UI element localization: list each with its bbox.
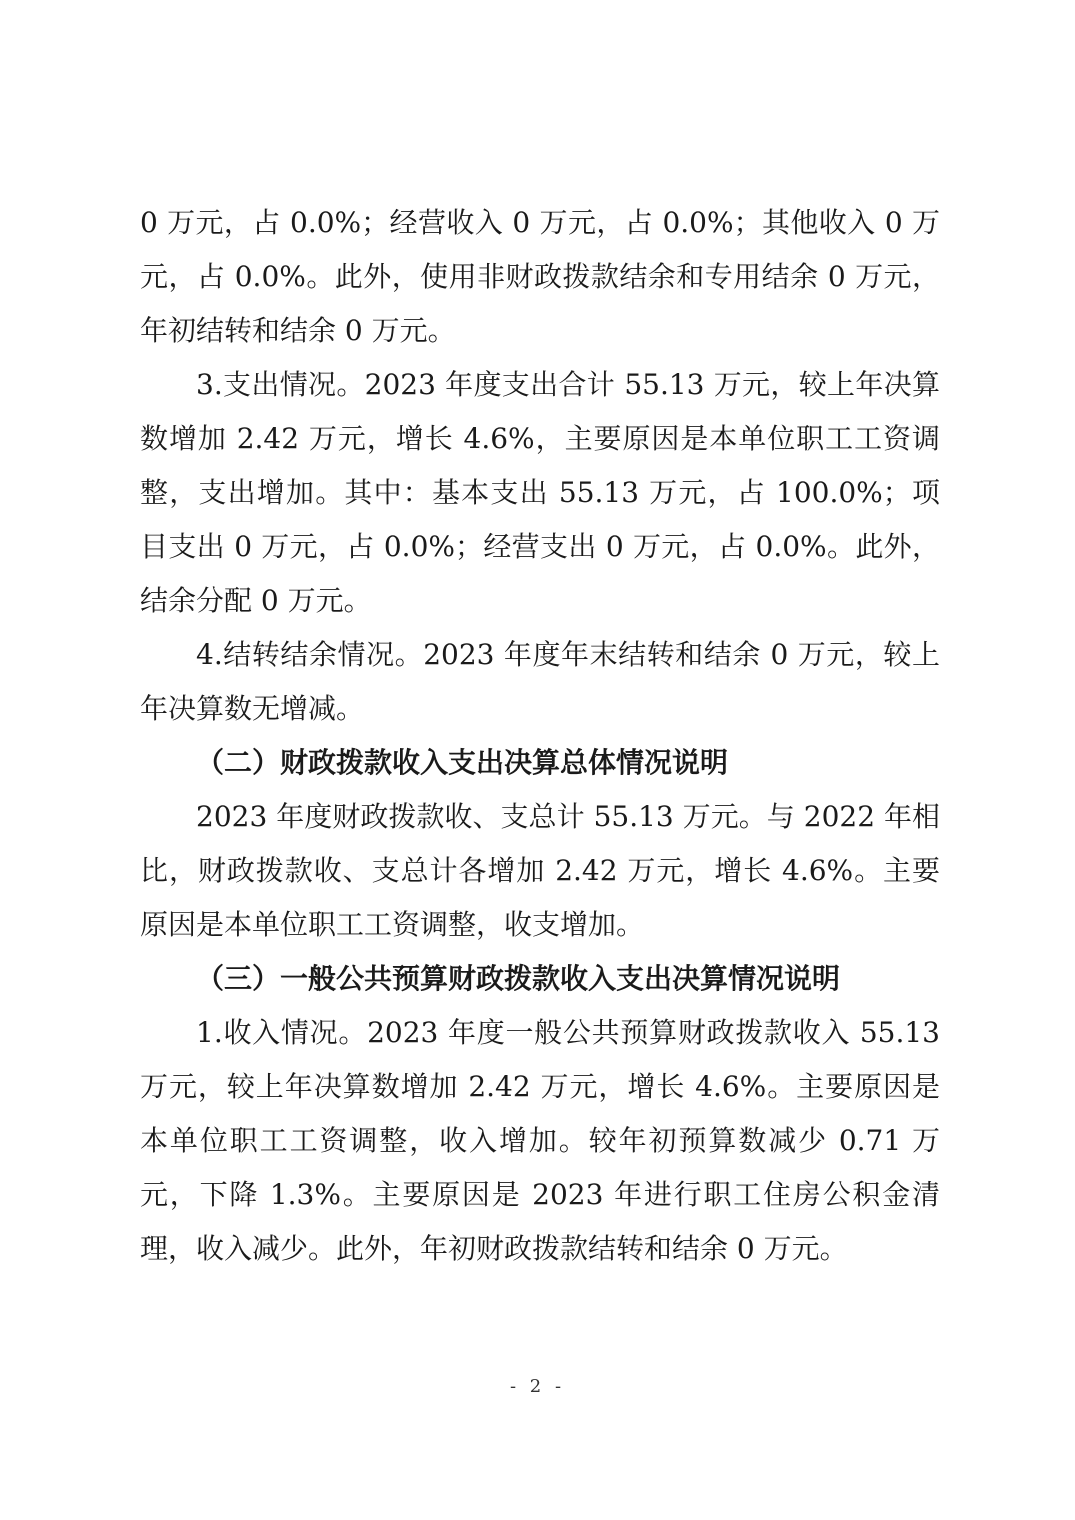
paragraph-fiscal-total: 2023 年度财政拨款收、支总计 55.13 万元。与 2022 年相比，财政拨款收、支总计各增加 2.42 万元，增长 4.6%。主要原因是本单位职工工资调整，收支增加。 xyxy=(140,800,940,941)
paragraph-expenditure: 3.支出情况。2023 年度支出合计 55.13 万元，较上年决算数增加 2.42 万元，增长 4.6%，主要原因是本单位职工工资调整，支出增加。其中：基本支出 55.13 万元，占 100.0%；项目支出 0 万元，占 0.0%；经营支出 0 万元，占 0.0%。此外，结余分配 0 万元。 xyxy=(140,368,940,617)
page-number: - 2 - xyxy=(509,1376,566,1397)
section-heading-fiscal-total: （二）财政拨款收入支出决算总体情况说明 xyxy=(196,746,729,779)
paragraph-carryover: 4.结转结余情况。2023 年度年末结转和结余 0 万元，较上年决算数无增减。 xyxy=(140,638,940,725)
section-heading-general-budget: （三）一般公共预算财政拨款收入支出决算情况说明 xyxy=(196,962,841,995)
paragraph-other-income: 0 万元，占 0.0%；经营收入 0 万元，占 0.0%；其他收入 0 万元，占 0.0%。此外，使用非财政拨款结余和专用结余 0 万元，年初结转和结余 0 万元。 xyxy=(140,206,940,347)
document-body xyxy=(140,196,940,1276)
paragraph-general-budget-income: 1.收入情况。2023 年度一般公共预算财政拨款收入 55.13 万元，较上年决算数增加 2.42 万元，增长 4.6%。主要原因是本单位职工工资调整，收入增加。较年初预算数减少 0.71 万元，下降 1.3%。主要原因是 2023 年进行职工住房公积金清理，收入减少。此外，年初财政拨款结转和结余 0 万元。 xyxy=(140,1016,940,1265)
